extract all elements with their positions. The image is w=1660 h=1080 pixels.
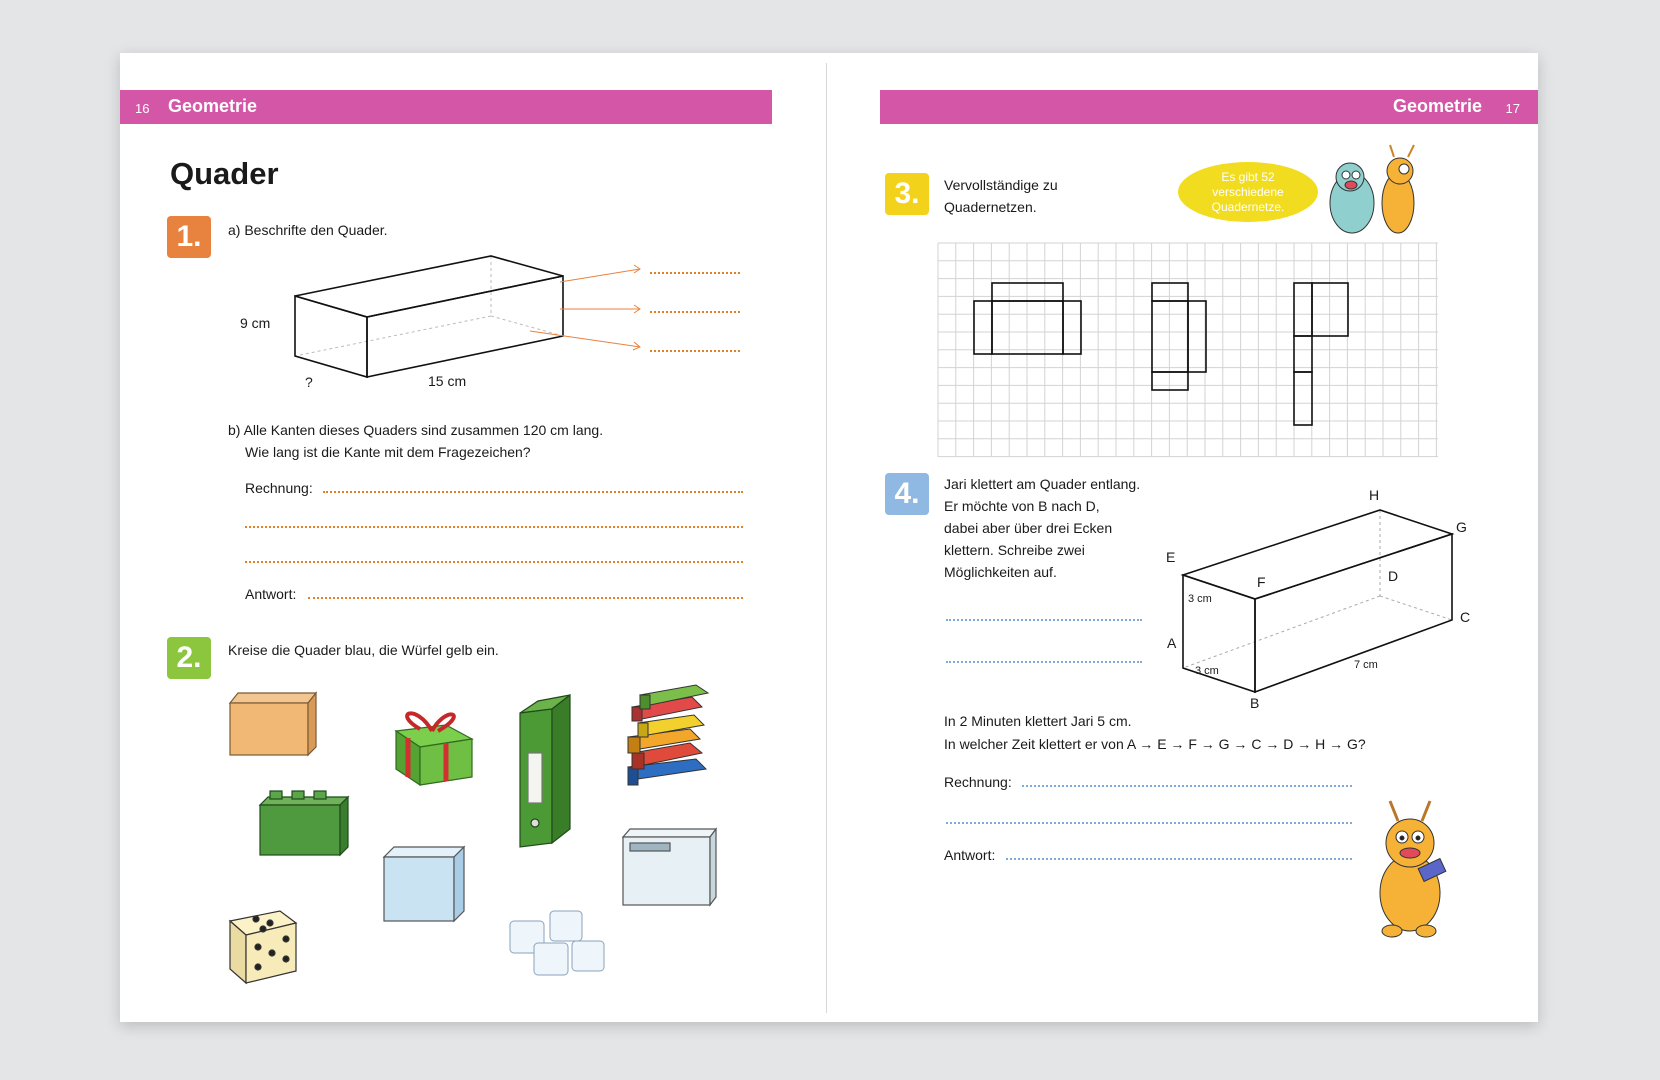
vertex-F: F [1257, 574, 1266, 590]
task-4-line-5: Möglichkeiten auf. [944, 564, 1057, 580]
bubble-line-2: verschiedene [1212, 185, 1284, 199]
vertex-H: H [1369, 487, 1380, 503]
task-1b-line-2: Wie lang ist die Kante mit dem Fragezeichen? [245, 444, 531, 460]
section-title-right: Geometrie [1392, 96, 1482, 116]
answer-label-left: Antwort: [245, 586, 297, 602]
calc-label-left: Rechnung: [245, 480, 313, 496]
task-1-badge: 1. [167, 216, 211, 258]
task-4-line-2: Er möchte von B nach D, [944, 498, 1100, 514]
vertex-E: E [1166, 549, 1176, 565]
task-4-question-2: In welcher Zeit klettert er von A → E → F → G → C → D → H → G? [944, 736, 1366, 752]
cuboid-unknown-label: ? [305, 374, 313, 390]
task-4-question-1: In 2 Minuten klettert Jari 5 cm. [944, 713, 1132, 729]
cuboid-height-label: 9 cm [240, 315, 271, 331]
juggling-monster-illustration [120, 53, 1538, 1013]
vertex-D: D [1388, 568, 1399, 584]
task-2-badge: 2. [167, 637, 211, 679]
dim-length-label: 7 cm [1354, 659, 1378, 671]
vertex-C: C [1460, 609, 1471, 625]
task-4-line-3: dabei aber über drei Ecken [944, 520, 1113, 536]
dim-height-label: 3 cm [1188, 593, 1212, 605]
task-1b-line-1: b) Alle Kanten dieses Quaders sind zusammen 120 cm lang. [228, 422, 604, 438]
vertex-B: B [1250, 695, 1260, 711]
workbook-spread [120, 53, 1538, 1022]
page-number-right: 17 [1505, 101, 1520, 116]
section-title-left: Geometrie [168, 96, 258, 116]
vertex-A: A [1167, 635, 1177, 651]
bubble-line-3: Quadernetze. [1211, 200, 1285, 214]
task-4-badge: 4. [885, 473, 929, 515]
task-4-line-4: klettern. Schreibe zwei [944, 542, 1085, 558]
cuboid-length-label: 15 cm [428, 373, 467, 389]
page-number-left: 16 [135, 101, 150, 116]
calc-label-right: Rechnung: [944, 774, 1012, 790]
task-3-badge: 3. [885, 173, 929, 215]
task-4-line-1: Jari klettert am Quader entlang. [944, 476, 1141, 492]
page-title: Quader [170, 156, 279, 191]
task-3-line-2: Quadernetzen. [944, 199, 1037, 215]
task-2-instruction: Kreise die Quader blau, die Würfel gelb ein. [228, 642, 499, 658]
dim-depth-label: 3 cm [1195, 665, 1219, 677]
answer-label-right: Antwort: [944, 847, 996, 863]
vertex-G: G [1456, 519, 1467, 535]
task-3-line-1: Vervollständige zu [944, 177, 1058, 193]
task-1a-instruction: a) Beschrifte den Quader. [228, 222, 388, 238]
bubble-line-1: Es gibt 52 [1221, 170, 1275, 184]
